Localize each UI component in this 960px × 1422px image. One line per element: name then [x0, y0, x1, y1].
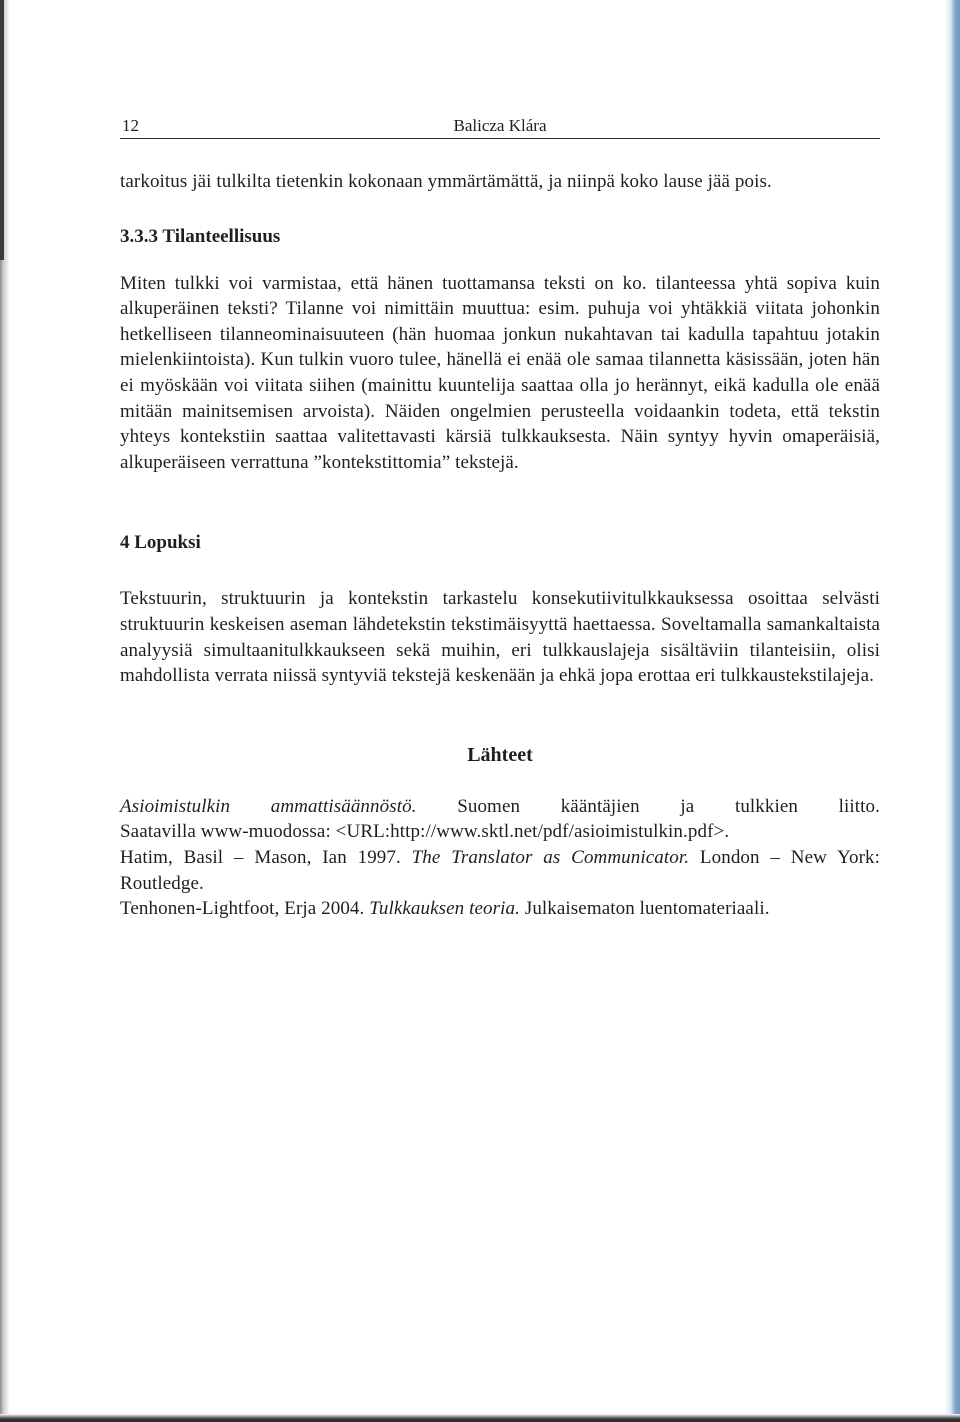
- reference-item: [120, 896, 880, 922]
- reference-item: [120, 845, 880, 896]
- reference-title: Asioimistulkin ammattisäännöstö.: [120, 795, 417, 817]
- reference-item-url: Saatavilla www-muodossa: <URL:http://www.sktl.net/pdf/asioimistulkin.pdf>.: [120, 821, 730, 843]
- scan-bottom-edge: [0, 1414, 960, 1422]
- scan-left-streak: [0, 0, 4, 260]
- reference-authors: Tenhonen-Lightfoot, Erja 2004.: [120, 898, 370, 920]
- reference-publisher: London – New York: Routledge.: [120, 846, 880, 894]
- running-head: [120, 112, 880, 139]
- paragraph-tilanteellisuus: Miten tulkki voi varmistaa, että hänen tuottamansa teksti on ko. tilanteessa yhtä sopiva kuin alkuperäinen teksti? Tilanne voi nimittäin muuttua: esim. puhuja voi yhtäkkiä viitata johonkin hetkelliseen tilanneominaisuuteen (hän huomaa jonkun nukahtavan tai kadulla tapahtuu jotakin mielenkiintoista). Kun tulkin vuoro tulee, hänellä ei enää ole samaa tilannetta käsissään, joten hän ei myöskään voi viitata siihen (mainittu kuuntelija saattaa olla jo herännyt, eikä kadulla ole enää mitään mainitsemisen arvoista). Näiden ongelmien perusteella voidaankin todeta, että tekstin yhteys kontekstiin saattaa valitettavasti kärsiä tulkkauksesta. Näin syntyy hyvin omaperäisiä, alkuperäiseen verrattuna ”kontekstittomia” tekstejä.: [120, 272, 880, 473]
- paragraph-continuation: tarkoitus jäi tulkilta tietenkin kokonaan ymmärtämättä, ja niinpä koko lause jää pois.: [120, 171, 772, 192]
- running-head-author: Balicza Klára: [453, 116, 547, 135]
- scan-right-edge: [944, 0, 960, 1422]
- reference-publisher: Julkaisematon luentomateriaali.: [519, 898, 770, 920]
- section-heading-lopuksi: 4 Lopuksi: [120, 532, 201, 554]
- reference-title: The Translator as Communicator.: [411, 846, 690, 868]
- reference-list: [120, 794, 880, 922]
- document-page: [120, 112, 880, 922]
- paragraph-lopuksi: Tekstuurin, struktuurin ja kontekstin tarkastelu konsekutiivitulkkauksessa osoittaa selvästi struktuurin keskeisen aseman lähdetekstin tekstimäisyyttä haettaessa. Soveltamalla samankaltaista analyysiä simultaanitulkkaukseen sekä muihin, eri tulkkauslajeja sisältäviin tilanteisiin, olisi mahdollista verrata niissä syntyviä tekstejä keskenään ja ehkä jopa erottaa eri tulkkaustekstilajeja.: [120, 588, 880, 687]
- sources-heading: Lähteet: [467, 743, 533, 766]
- section-heading-tilanteellisuus: 3.3.3 Tilanteellisuus: [120, 225, 281, 247]
- reference-publisher: Suomen kääntäjien ja tulkkien liitto.: [416, 795, 880, 817]
- reference-title: Tulkkauksen teoria.: [369, 898, 520, 920]
- reference-authors: Hatim, Basil – Mason, Ian 1997.: [120, 846, 412, 868]
- page-number: 12: [122, 116, 139, 135]
- reference-item: [120, 794, 880, 820]
